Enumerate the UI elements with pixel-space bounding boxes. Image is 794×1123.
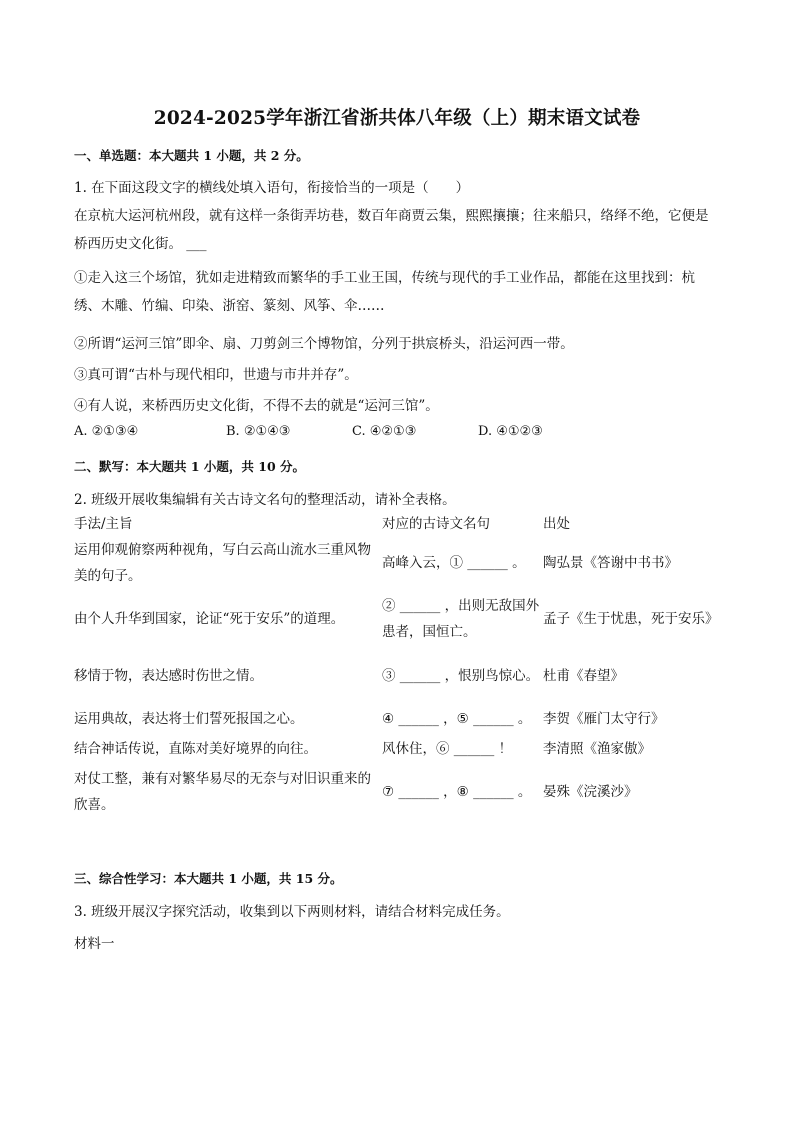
quote-cell[interactable]: 风休住，⑥ ______ ！ <box>382 741 513 757</box>
table-row <box>74 704 720 734</box>
quote-cell[interactable]: ④ ______ ，⑤ ______ 。 <box>382 711 532 727</box>
option-b[interactable]: B. ②①④③ <box>226 424 291 439</box>
option-c[interactable]: C. ④②①③ <box>352 424 417 439</box>
column-header-source: 出处 <box>543 516 570 532</box>
table-row <box>74 536 720 590</box>
section-1-header: 一、单选题：本大题共 1 小题，共 2 分。 <box>74 148 309 163</box>
question-3-stem: 3. 班级开展汉字探究活动，收集到以下两则材料，请结合材料完成任务。 <box>74 904 510 920</box>
question-2-stem: 2. 班级开展收集编辑有关古诗文名句的整理活动，请补全表格。 <box>74 492 456 508</box>
option-d[interactable]: D. ④①②③ <box>478 424 543 439</box>
source-cell: 晏殊《浣溪沙》 <box>543 784 638 800</box>
source-cell: 陶弘景《答谢中书书》 <box>543 555 678 571</box>
source-cell: 李清照《渔家傲》 <box>543 741 651 757</box>
section-2-header: 二、默写：本大题共 1 小题，共 10 分。 <box>74 459 306 474</box>
material-1-label: 材料一 <box>74 936 115 952</box>
theme-cell: 移情于物，表达感时伤世之情。 <box>74 668 263 684</box>
column-header-quote: 对应的古诗文名句 <box>382 516 490 532</box>
source-cell: 李贺《雁门太守行》 <box>543 711 665 727</box>
section-3-header: 三、综合性学习：本大题共 1 小题，共 15 分。 <box>74 871 343 886</box>
source-cell: 杜甫《春望》 <box>543 668 624 684</box>
table-row <box>74 764 720 820</box>
question-1-item-4: ④有人说，来桥西历史文化街，不得不去的就是“运河三馆”。 <box>74 398 439 414</box>
source-cell: 孟子《生于忧患，死于安乐》 <box>543 611 719 627</box>
question-1-item-2: ②所谓“运河三馆”即伞、扇、刀剪剑三个博物馆，分列于拱宸桥头，沿运河西一带。 <box>74 336 574 352</box>
theme-cell: 结合神话传说，直陈对美好境界的向往。 <box>74 741 317 757</box>
theme-cell: 对仗工整，兼有对繁华易尽的无奈与对旧识重来的欣喜。 <box>74 771 371 813</box>
question-1-stem: 1. 在下面这段文字的横线处填入语句，衔接恰当的一项是（ ） <box>74 180 470 196</box>
table-row <box>74 590 720 648</box>
theme-cell: 运用仰观俯察两种视角，写白云高山流水三重风物美的句子。 <box>74 542 371 584</box>
theme-cell: 由个人升华到国家，论证“死于安乐”的道理。 <box>74 611 345 627</box>
exam-title: 2024-2025学年浙江省浙共体八年级（上）期末语文试卷 <box>153 108 641 129</box>
quote-cell[interactable]: 高峰入云，① ______ 。 <box>382 555 526 571</box>
option-a[interactable]: A. ②①③④ <box>74 424 139 439</box>
table-row <box>74 648 720 704</box>
quote-cell[interactable]: ③ ______ ，恨别鸟惊心。 <box>382 668 540 684</box>
question-1-passage: 在京杭大运河杭州段，就有这样一条街弄坊巷，数百年商贾云集，熙熙攘攘；往来船只，络绎不绝，它便是桥西历史文化街。 ___ <box>74 208 709 252</box>
table-header-row <box>74 514 720 536</box>
quote-cell[interactable]: ② ______ ，出则无敌国外患者，国恒亡。 <box>382 598 540 640</box>
question-1-item-3: ③真可谓“古朴与现代相印，世遗与市井并存”。 <box>74 367 358 383</box>
question-1-options <box>74 424 634 444</box>
poem-table <box>74 514 720 820</box>
quote-cell[interactable]: ⑦ ______ ，⑧ ______ 。 <box>382 784 532 800</box>
column-header-theme: 手法/主旨 <box>74 516 133 532</box>
theme-cell: 运用典故，表达将士们誓死报国之心。 <box>74 711 304 727</box>
question-1-item-1: ①走入这三个场馆，犹如走进精致而繁华的手工业王国，传统与现代的手工业作品，都能在这里找到：杭绣、木雕、竹编、印染、浙窑、篆刻、风筝、伞…… <box>74 270 695 314</box>
table-row <box>74 734 720 764</box>
